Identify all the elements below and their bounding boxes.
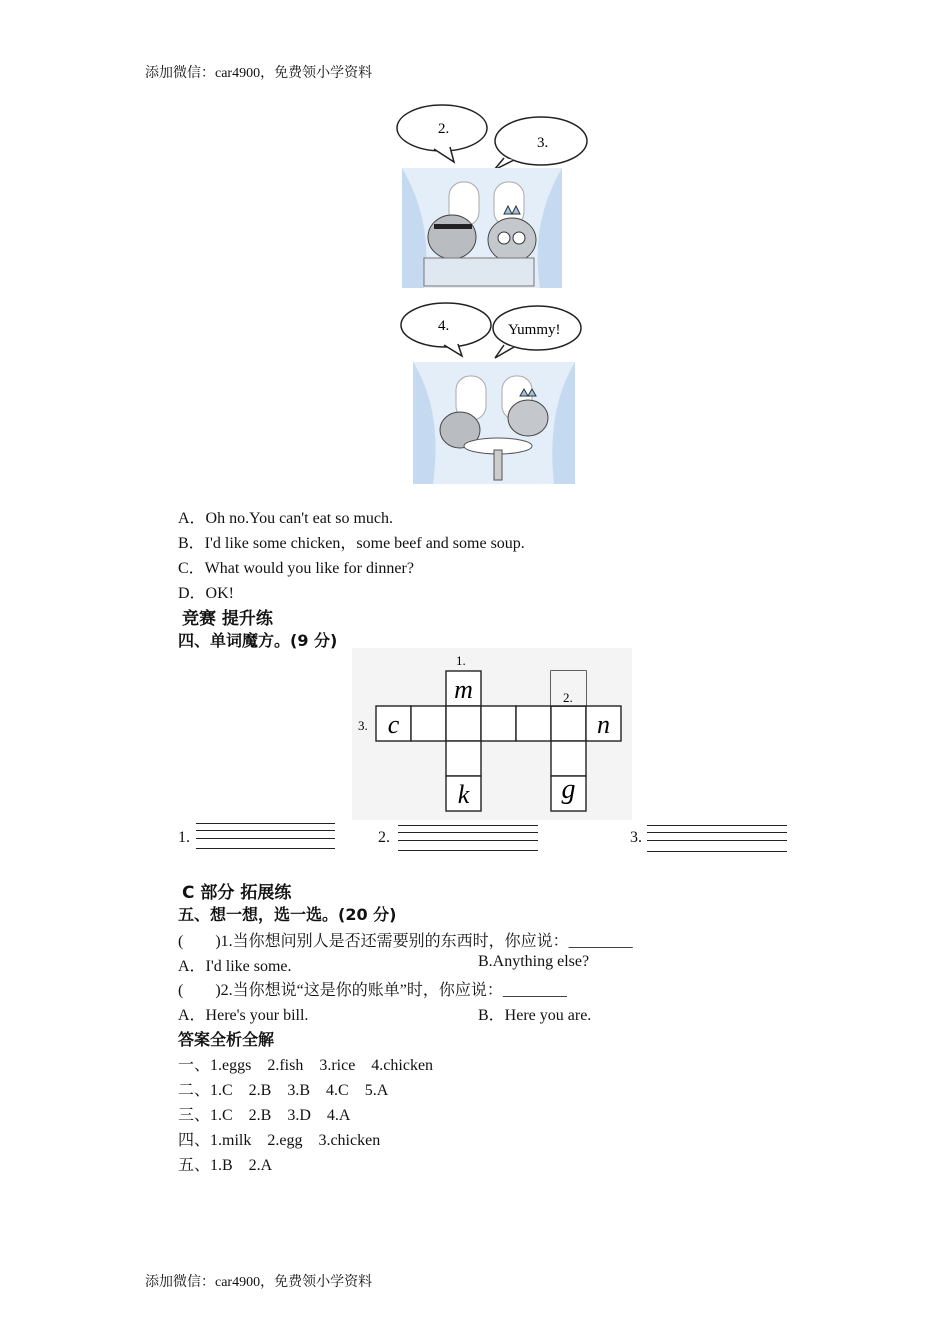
bubble-label-3: 3.: [537, 135, 549, 151]
q5-item-1-stem: ( )1.当你想问别人是否还需要别的东西时，你应说：________: [178, 933, 633, 950]
q5-item-1-option-b: B.Anything else?: [478, 953, 590, 970]
header-note: 添加微信：car4900，免费领小学资料: [145, 66, 373, 81]
q5-item-2-stem: ( )2.当你想说“这是你的账单”时，你应说：________: [178, 982, 567, 999]
grid-label-3: 3.: [358, 718, 368, 733]
answer-line-1: 一、1.eggs 2.fish 3.rice 4.chicken: [178, 1057, 434, 1074]
letter-m: m: [454, 675, 473, 704]
comic-panel-2: [398, 300, 588, 488]
answer-line-3: 三、1.C 2.B 3.D 4.A: [178, 1107, 351, 1124]
comic-panel-1: [394, 102, 594, 290]
answer-line-2: 二、1.C 2.B 3.B 4.C 5.A: [178, 1082, 389, 1099]
answer-label-3: 3.: [630, 829, 642, 846]
answers-heading: 答案全析全解: [178, 1030, 275, 1049]
answer-line-4: 四、1.milk 2.egg 3.chicken: [178, 1132, 381, 1149]
bubble-label-4: 4.: [438, 318, 450, 334]
answer-label-2: 2.: [378, 829, 390, 846]
restaurant-scene-illustration: [402, 168, 562, 288]
q5-title: 五、想一想，选一选。(20 分): [178, 905, 397, 924]
option-b: B．I'd like some chicken，some beef and some soup.: [178, 535, 525, 552]
answer-line-5: 五、1.B 2.A: [178, 1157, 273, 1174]
section-c-heading: C 部分 拓展练: [182, 883, 292, 903]
letter-n: n: [597, 710, 610, 739]
option-a: A．Oh no.You can't eat so much.: [178, 510, 394, 527]
q5-item-2-option-b: B．Here you are.: [478, 1007, 592, 1024]
letter-c: c: [387, 710, 400, 739]
bubble-label-yummy: Yummy!: [508, 322, 561, 338]
q5-item-1-option-a: A．I'd like some.: [178, 958, 292, 975]
option-d: D．OK!: [178, 585, 234, 602]
grid-label-2: 2.: [563, 690, 573, 705]
grid-label-1: 1.: [456, 653, 466, 668]
section-competition-heading: 竞赛 提升练: [182, 609, 273, 629]
footer-note: 添加微信：car4900，免费领小学资料: [145, 1275, 373, 1290]
option-c: C．What would you like for dinner?: [178, 560, 414, 577]
bubble-label-2: 2.: [438, 121, 450, 137]
q5-item-2-option-a: A．Here's your bill.: [178, 1007, 309, 1024]
dinner-scene-illustration: [413, 362, 575, 484]
letter-k: k: [457, 780, 470, 809]
answer-label-1: 1.: [178, 829, 190, 846]
q4-title: 四、单词魔方。(9 分): [178, 631, 338, 650]
word-cube-grid: [352, 648, 632, 820]
letter-g: g: [561, 774, 576, 805]
